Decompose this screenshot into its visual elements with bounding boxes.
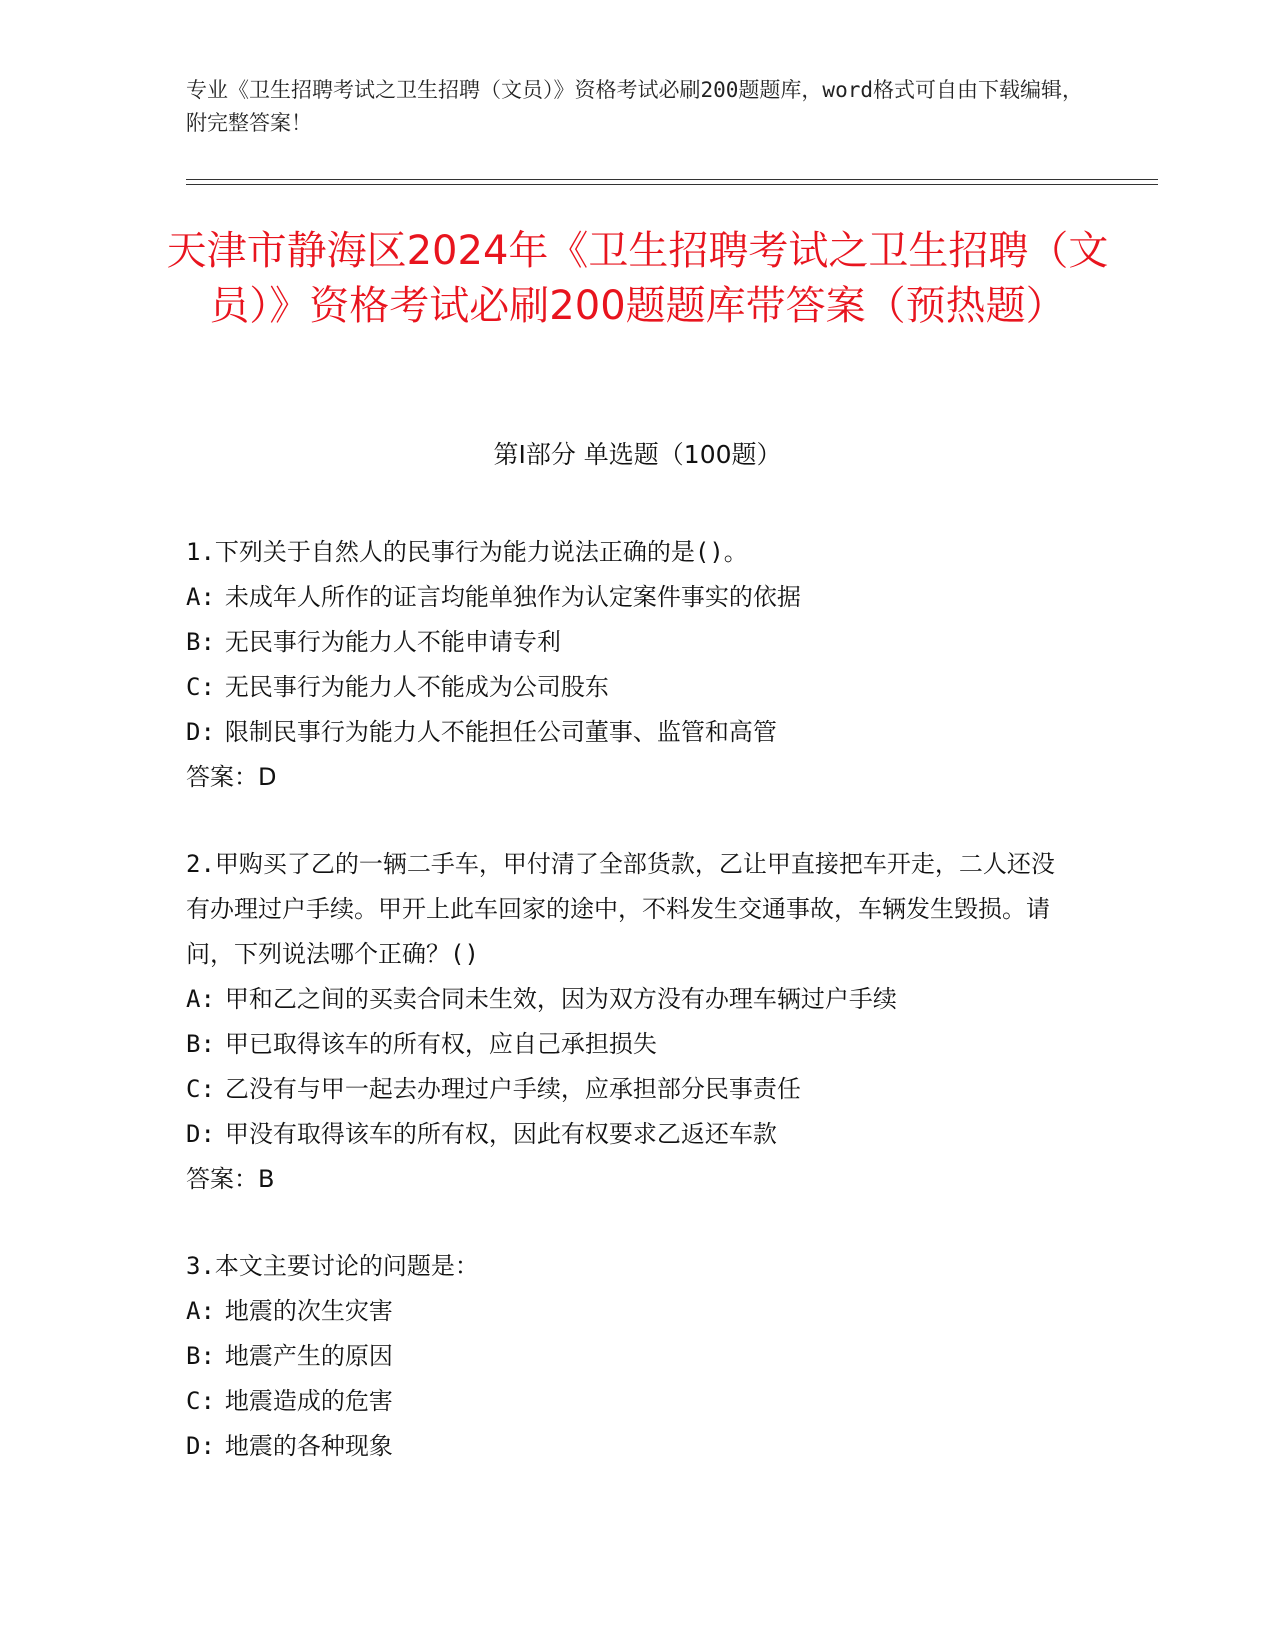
option-key: B: xyxy=(186,628,215,656)
option-text: 乙没有与甲一起去办理过户手续，应承担部分民事责任 xyxy=(224,1075,801,1103)
answer-line: 答案：D xyxy=(186,763,277,791)
question-1 xyxy=(186,530,1066,800)
option-c xyxy=(186,665,1066,710)
option-text: 限制民事行为能力人不能担任公司董事、监管和高管 xyxy=(224,718,777,746)
option-d xyxy=(186,710,1066,755)
header-divider-top xyxy=(186,179,1158,180)
option-text: 地震造成的危害 xyxy=(224,1387,393,1415)
option-a xyxy=(186,1289,1066,1334)
option-text: 无民事行为能力人不能成为公司股东 xyxy=(224,673,609,701)
option-d xyxy=(186,1424,1066,1469)
option-text: 未成年人所作的证言均能单独作为认定案件事实的依据 xyxy=(224,583,801,611)
question-stem: 2.甲购买了乙的一辆二手车，甲付清了全部货款，乙让甲直接把车开走，二人还没有办理过户手续。甲开上此车回家的途中，不料发生交通事故，车辆发生毁损。请问，下列说法哪个正确？() xyxy=(186,850,1055,968)
option-text: 甲没有取得该车的所有权，因此有权要求乙返还车款 xyxy=(224,1120,777,1148)
option-key: D: xyxy=(186,1120,215,1148)
option-text: 地震产生的原因 xyxy=(224,1342,393,1370)
option-text: 甲已取得该车的所有权，应自己承担损失 xyxy=(224,1030,657,1058)
option-b xyxy=(186,1334,1066,1379)
option-key: A: xyxy=(186,583,215,611)
option-key: D: xyxy=(186,1432,215,1460)
document-title: 天津市静海区2024年《卫生招聘考试之卫生招聘（文员）》资格考试必刷200题题库带答案（预热题） xyxy=(166,228,1109,329)
option-text: 无民事行为能力人不能申请专利 xyxy=(224,628,561,656)
option-b xyxy=(186,620,1066,665)
option-key: D: xyxy=(186,718,215,746)
option-key: A: xyxy=(186,985,215,1013)
option-c xyxy=(186,1379,1066,1424)
header-divider-bottom xyxy=(186,184,1158,185)
answer-line: 答案：B xyxy=(186,1165,275,1193)
section-title: 第Ⅰ部分 单选题（100题） xyxy=(493,440,782,469)
option-key: C: xyxy=(186,1075,215,1103)
option-d xyxy=(186,1112,1066,1157)
option-key: B: xyxy=(186,1342,215,1370)
option-text: 地震的各种现象 xyxy=(224,1432,393,1460)
question-stem: 1.下列关于自然人的民事行为能力说法正确的是()。 xyxy=(186,538,748,566)
option-text: 地震的次生灾害 xyxy=(224,1297,393,1325)
option-text: 甲和乙之间的买卖合同未生效，因为双方没有办理车辆过户手续 xyxy=(224,985,897,1013)
option-key: A: xyxy=(186,1297,215,1325)
header-note: 专业《卫生招聘考试之卫生招聘（文员）》资格考试必刷200题题库，word格式可自由下载编辑，附完整答案！ xyxy=(186,78,1083,135)
question-list xyxy=(186,530,1066,1511)
question-3 xyxy=(186,1244,1066,1469)
option-key: B: xyxy=(186,1030,215,1058)
option-c xyxy=(186,1067,1066,1112)
option-a xyxy=(186,575,1066,620)
question-2 xyxy=(186,842,1066,1202)
question-stem: 3.本文主要讨论的问题是： xyxy=(186,1252,479,1280)
option-b xyxy=(186,1022,1066,1067)
option-a xyxy=(186,977,1066,1022)
option-key: C: xyxy=(186,1387,215,1415)
option-key: C: xyxy=(186,673,215,701)
